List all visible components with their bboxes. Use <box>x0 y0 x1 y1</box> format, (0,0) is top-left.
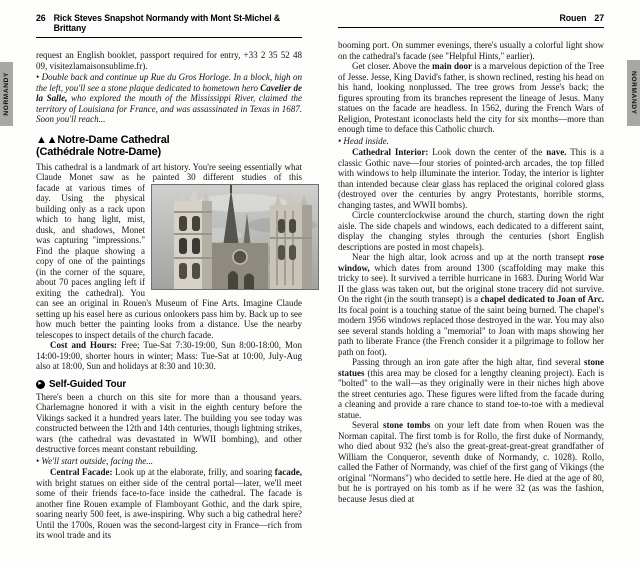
right-running-head: Rouen <box>559 13 587 23</box>
text-run: rose window, <box>338 252 604 273</box>
text-run: chapel dedicated to Joan of Arc. <box>480 294 604 304</box>
body-paragraph <box>338 40 604 61</box>
text-run: Free; Tue-Sat 7:30-19:00, Sun 8:00-18:00, Mon 14:00-19:00, shorter hours in winter; Mass: Tue-Sat at 10:00, July-Aug also at 18:00, Sun and holidays at 8:30 and 10:30. <box>36 340 302 371</box>
text-run: Passing through an iron gate after the high altar, find several <box>352 357 584 367</box>
tour-direction-note <box>36 72 302 125</box>
text-run: Several <box>352 420 383 430</box>
text-run: Central Facade: <box>50 467 115 477</box>
body-paragraph <box>36 467 302 541</box>
text-run: on your left date from when Rouen was the Norman capital. The first tomb is for Rollo, the first duke of Normandy, who died about 932 (he's also the great-great-great-great grandfather of William the Conqueror, seventh duke of Normandy, c. 1028). Rollo, called the Father of Normandy, was chief of the first gang of Vikings (the original "Normans") who decided to settle here. He died at the age of 80, but he is portrayed on his tomb as if he were 32 (as was the fashion, because Jesus died at <box>338 420 604 504</box>
text-run: This cathedral is a landmark of art history. You're seeing essentially what Claude Monet saw as he painted 30 different studies of this <box>36 161 302 182</box>
text-run: Look up at the elaborate, frilly, and soaring <box>114 467 275 477</box>
body-paragraph <box>36 392 302 455</box>
body-paragraph <box>36 340 302 372</box>
body-paragraph <box>338 61 604 135</box>
text-run: • Head inside. <box>338 135 389 146</box>
text-run: booming port. On summer evenings, there's usually a colorful light show on the cathedral's facade (see "Helpful Hints," earlier). <box>338 40 604 61</box>
text-run: • We'll start outside, facing the... <box>36 455 153 466</box>
left-page-number: 26 <box>36 13 46 23</box>
normandy-tab-label: NORMANDY <box>3 72 10 116</box>
body-paragraph <box>36 50 302 71</box>
body-paragraph <box>338 210 604 252</box>
rouen-cathedral-facade-photo <box>152 185 318 289</box>
text-run: facade, <box>274 467 302 477</box>
text-run: Near the high altar, look across and up at the north transept <box>352 252 589 262</box>
body-paragraph <box>338 252 604 357</box>
right-page-number: 27 <box>594 13 604 23</box>
self-guided-tour-icon <box>36 380 45 389</box>
text-run: Circle counterclockwise around the church, starting down the right aisle. The side chapels and windows, each dedicated to a different saint, display the changing styles through the centuries (short English descriptions are posted in most chapels). <box>338 210 604 252</box>
left-running-head: Rick Steves Snapshot Normandy with Mont St-Michel & Brittany <box>53 13 281 33</box>
section-heading <box>36 134 302 159</box>
right-page <box>320 0 640 568</box>
tour-direction-note <box>338 136 604 147</box>
left-page-body <box>36 50 302 541</box>
body-paragraph <box>36 162 302 183</box>
body-paragraph <box>338 420 604 504</box>
text-run: nave. <box>546 147 567 157</box>
right-page-header <box>338 13 604 28</box>
text-run: Get closer. Above the <box>352 61 433 71</box>
text-run: is a marvelous depiction of the Tree of Jesse. Jesse, King David's father, is shown reclined, resting his head on his hand, looking nonplussed. The tree grows from Jesse's back; the figures sprouting from its branches represent the lineage of Jesus. Many statues on the facade are headless. In 1562, during the French Wars of Religion, Protestant iconoclasts held the city for six months—more than enough time to deface this Catholic church. <box>338 61 604 134</box>
body-paragraph <box>338 357 604 420</box>
right-page-body <box>338 40 604 504</box>
text-run: • Double back and continue up Rue du Gros Horloge. In a block, high on the left, you'll see a stone plaque dedicated to hometown hero <box>36 72 302 93</box>
text-run: which dates from around 1300 (scaffolding may make this tricky to see). It survived a terrible hurricane in 1683. During World War II the glass was taken out, but the original stone tracery did not survive. On the right (in the south transept) is a <box>338 262 604 304</box>
tour-direction-note <box>36 456 302 467</box>
self-guided-tour-heading-label: Self-Guided Tour <box>49 378 127 390</box>
text-run: Cost and Hours: <box>50 340 121 350</box>
text-run: who explored the mouth of the Mississippi River, claimed the territory of Louisiana for France, and was assassinated in Texas in 1687. Soon you'll reach... <box>36 93 302 124</box>
text-run: Cavelier de la Salle, <box>36 82 302 103</box>
text-run: main door <box>432 61 473 71</box>
text-run: facade at various times of day. Using the physical building only as a rack upon which to hang light, mist, dusk, and shadows, Monet was capturing "impressions." Find the plaque showing a copy of one of the paintings (in the corner of the square, about 70 paces angling left if exiting the cathedral). You can see an original in Rouen's Museum of Fine Arts. Imagine Claude setting up his easel here as curious onlookers pass him by. Back up to see how much better the painting looks from a distance. Use the nearby telescopes to inspect details of the church facade. <box>36 182 302 340</box>
section-heading-line: (Cathédrale Notre-Dame) <box>36 146 161 158</box>
text-run: request an English booklet, passport required for entry, +33 2 35 52 48 09, visitezlamaisonsublime.fr). <box>36 50 302 71</box>
self-guided-tour-heading <box>36 379 302 390</box>
body-paragraph <box>36 183 302 341</box>
text-run: (this area may be closed for a lengthy cleaning project). Each is "bolted" to the wall—as they originally were in their niches high above the street centuries ago. These figures were lifted from the facade during a cleaning and provide a rare chance to stand toe-to-toe with a medieval statue. <box>338 367 604 420</box>
text-run: Cathedral Interior: <box>352 147 433 157</box>
text-run: This is a classic Gothic nave—four stories of pointed-arch arcades, the top filled with windows to help illuminate the interior. Today, the interior is lighter than intended because clear glass has replaced the original colored glass (destroyed over the centuries by angry Protestants, horrible storms, changing tastes, and WWII bombs). <box>338 147 605 210</box>
text-run: with bright statues on either side of the central portal—later, we'll meet some of their friends face-to-face inside the cathedral. The facade is another fine Rouen example of Flamboyant Gothic, and the dark spire, soaring nearly 500 feet, is awe-inspiring. Why such a big cathedral here? Until the 1700s, Rouen was the second-largest city in France—rich from its wool trade and its <box>36 477 302 540</box>
body-paragraph <box>338 147 604 210</box>
section-heading-line: ▲▲Notre-Dame Cathedral <box>36 133 170 146</box>
text-run: Look down the center of the <box>432 147 547 157</box>
text-run: Its focal point is a touching statue of the saint being burned. The chapel's modern 1956 windows replaced those destroyed in the war. You may also see several stands holding a "memorial" to Joan with maps showing her path to liberate France (the French consider it a pilgrimage to follow her path on foot). <box>338 304 604 357</box>
left-page-header <box>36 13 302 38</box>
text-run: stone statues <box>338 357 604 378</box>
normandy-tab-label: NORMANDY <box>630 71 637 115</box>
text-run: There's been a church on this site for more than a thousand years. Charlemagne honored it with a visit in the eighth century before the Vikings sacked it a hundred years later. The building you see today was constructed between the 12th and 14th centuries, though lightning strikes, wars (the cathedral was devastated in WWII bombing), and other destructive forces meant constant rebuilding. <box>36 391 302 454</box>
text-run: stone tombs <box>382 420 431 430</box>
